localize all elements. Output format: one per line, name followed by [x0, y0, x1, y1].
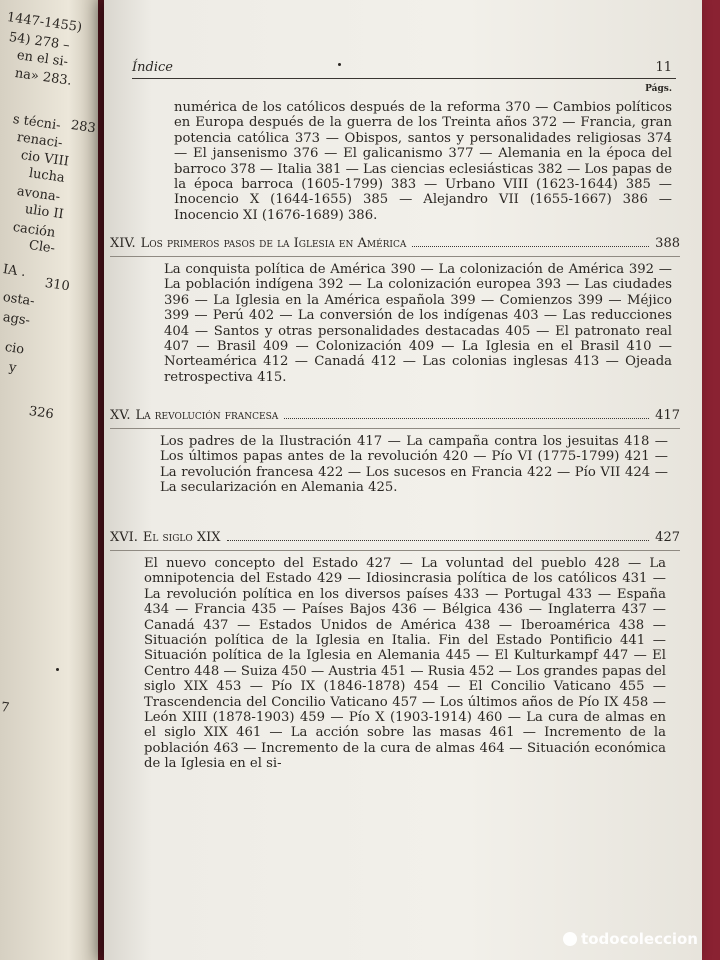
entry-title: La revolución francesa [135, 408, 279, 423]
left-fragment: 54) 278 – [7, 30, 71, 54]
header-page-number: 11 [655, 60, 672, 75]
left-fragment: 7 [0, 700, 11, 717]
entry-title: El siglo XIX [142, 530, 221, 545]
left-fragment: ulio II [23, 202, 65, 223]
continuation-text: numérica de los católicos después de la reforma 370 — Cambios políticos en Europa después de la guerra de los Treinta años 372 — Francia, gran potencia católica 373 — Obispos, santos y personalidades religiosas 374 — El jansenismo 376 — El galicanismo 377 — Alemania en la época del barroco 378 — Italia 381 — Las ciencias eclesiásticas 382 — Los papas de la época barroca (1605-1799) 383 — Urbano VIII (1623-1644) 385 — Inocencio X (1644-1655) 385 — Alejandro VII (1655-1667) 386 — Inocencio XI (1676-1689) 386. [174, 100, 672, 223]
pages-column-label: Págs. [645, 84, 672, 94]
header-title: Índice [132, 60, 173, 75]
left-fragment: IA . [1, 262, 27, 281]
print-speck [338, 63, 341, 66]
left-fragment: cación [11, 220, 57, 241]
running-header [132, 58, 676, 79]
entry-separator [110, 256, 680, 257]
left-fragment: 1447-1455) [5, 10, 83, 36]
entry-text: El nuevo concepto del Estado 427 — La voluntad del pueblo 428 — La omnipotencia del Estado 429 — Idiosincrasia política de los católicos 431 — La revolución política en los diversos países 433 — Portugal 433 — España 434 — Francia 435 — Países Bajos 436 — Bélgica 436 — Inglaterra 437 — Canadá 437 — Estados Unidos de América 438 — Iberoamérica 438 — Situación política de la Iglesia en Italia. Fin del Estado Pontificio 441 — Situación política de la Iglesia en Alemania 445 — El Kulturkampf 447 — El Centro 448 — Suiza 450 — Austria 451 — Rusia 452 — Los grandes papas del siglo XIX 453 — Pío IX (1846-1878) 454 — El Concilio Vaticano 455 — Trascendencia del Concilio Vaticano 457 — Los últimos años de Pío IX 458 — León XIII (1878-1903) 459 — Pío X (1903-1914) 460 — La cura de almas en el siglo XIX 461 — La acción sobre las masas 461 — Incremento de la población 463 — Incremento de la cura de almas 464 — Situación económica de la Iglesia en el si- [144, 556, 666, 772]
entry-page: 427 [655, 530, 680, 545]
entry-title: Los primeros pasos de la Iglesia en América [140, 236, 407, 251]
entry-heading [110, 530, 680, 548]
left-fragment: avona- [15, 184, 62, 205]
left-fragment: cio [3, 340, 26, 358]
leader-dots [412, 246, 649, 247]
left-fragment: ags- [1, 310, 31, 329]
leader-dots [284, 418, 649, 419]
entry-number: XV. [110, 408, 131, 423]
left-fragment: 326 [27, 404, 55, 423]
left-fragment: na» 283. [13, 66, 73, 89]
watermark [563, 930, 698, 948]
left-fragment: osta- [1, 290, 36, 310]
left-fragment: s técni- [11, 112, 62, 134]
left-page [0, 0, 98, 960]
entry-number: XIV. [110, 236, 136, 251]
watermark-text: todocoleccion [581, 930, 698, 948]
left-fragment: lucha [27, 166, 66, 186]
entry-number: XVI. [110, 530, 138, 545]
entry-page: 417 [655, 408, 680, 423]
left-fragment: renaci- [15, 130, 64, 152]
left-fragment: Cle- [27, 238, 56, 257]
watermark-logo-icon [563, 932, 577, 946]
left-fragment: y [7, 360, 18, 376]
entry-text: Los padres de la Ilustración 417 — La campaña contra los jesuitas 418 — Los últimos papas antes de la revolución 420 — Pío VI (1775-1799) 421 — La revolución francesa 422 — Los sucesos en Francia 422 — Pío VII 424 — La secularización en Alemania 425. [160, 434, 668, 496]
entry-heading [110, 236, 680, 254]
left-fragment: en el si- [15, 48, 69, 71]
book-page [104, 0, 702, 960]
entry-separator [110, 428, 680, 429]
entry-heading [110, 408, 680, 426]
left-fragment: 310 [43, 276, 71, 295]
left-fragment: cio VIII [19, 148, 70, 170]
left-fragment: 283 [69, 118, 97, 137]
entry-separator [110, 550, 680, 551]
print-speck [56, 668, 59, 671]
entry-text: La conquista política de América 390 — La colonización de América 392 — La población indígena 392 — La colonización europea 393 — Las ciudades 396 — La Iglesia en la América española 399 — Comienzos 399 — Méjico 399 — Perú 402 — La conversión de los indígenas 403 — Las reducciones 404 — Santos y otras personalidades destacadas 405 — El patronato real 407 — Brasil 409 — Colonización 409 — La Iglesia en el Brasil 410 — Norteamérica 412 — Canadá 412 — Las colonias inglesas 413 — Ojeada retrospectiva 415. [164, 262, 672, 385]
leader-dots [227, 540, 650, 541]
entry-page: 388 [655, 236, 680, 251]
